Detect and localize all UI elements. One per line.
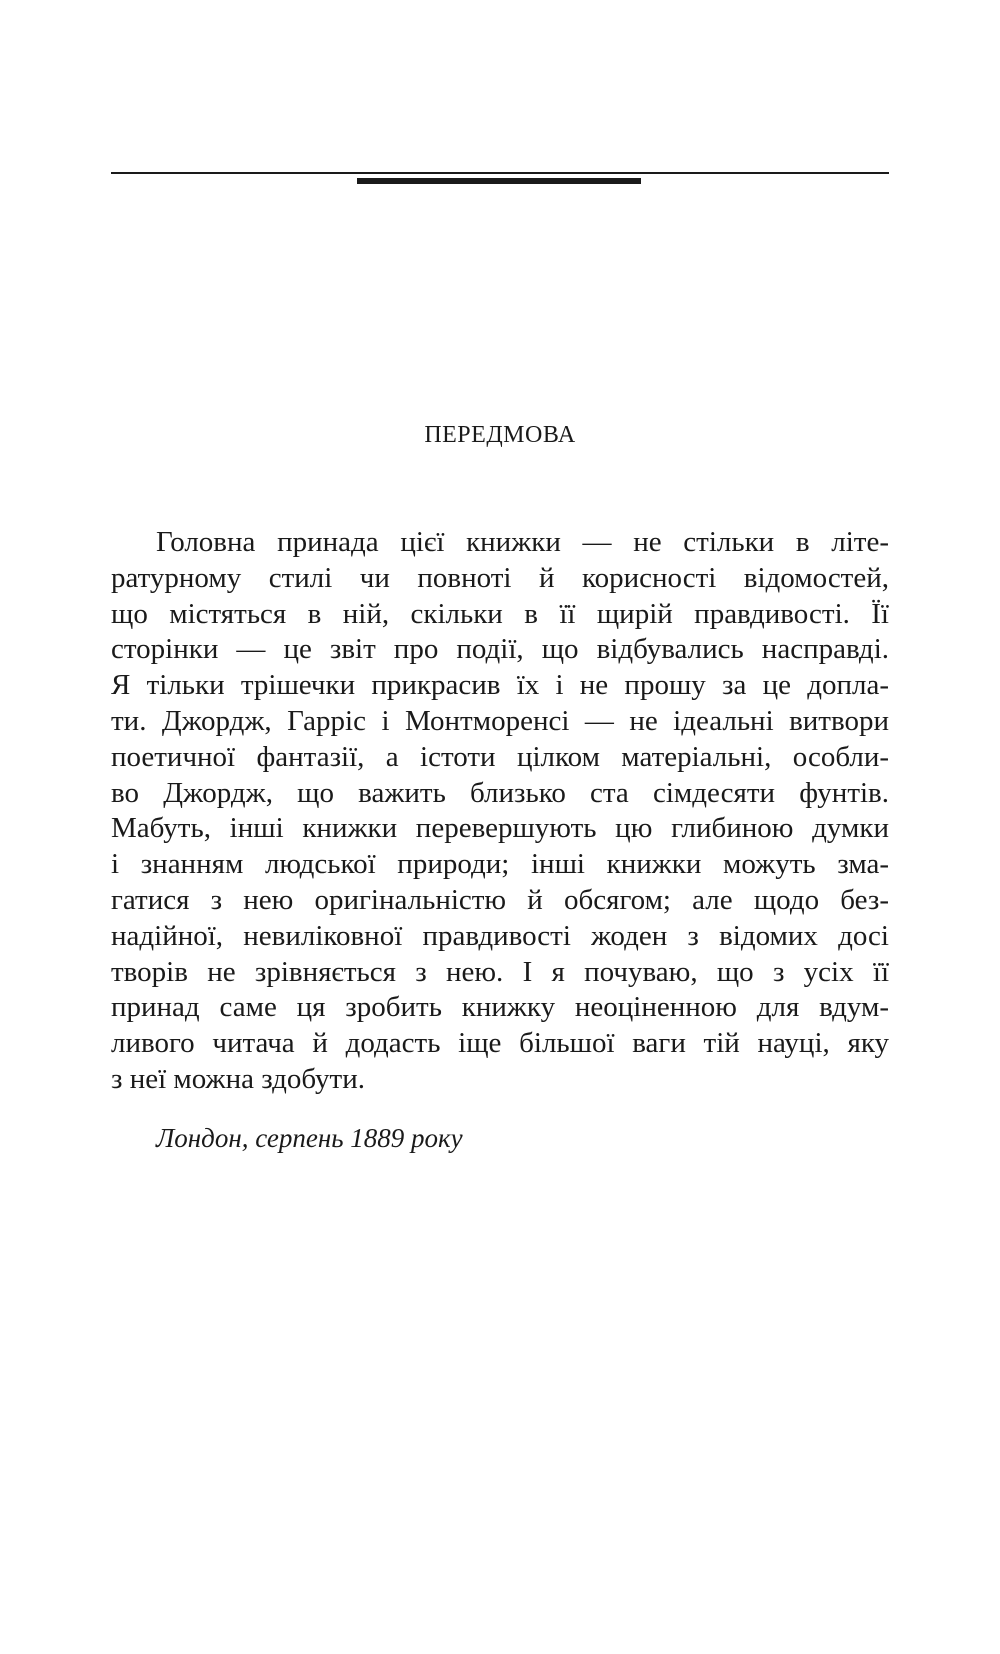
text-line: Мабуть, інші книжки перевершують цю глибиною думки [111, 812, 889, 845]
header-rule-thin [111, 172, 889, 174]
text-line: творів не зрівняється з нею. І я почуваю, що з усіх її [111, 955, 889, 988]
text-line: гатися з нею оригінальністю й обсягом; але щодо без- [111, 883, 889, 916]
text-line: Головна принада цієї книжки — не стільки в літе- [156, 526, 889, 558]
header-rule-thick [357, 178, 641, 184]
signature-place-date: Лондон, серпень 1889 року [156, 1123, 463, 1153]
text-line: сторінки — це звіт про події, що відбувались насправді. [111, 633, 889, 666]
text-line: і знанням людської природи; інші книжки можуть зма- [111, 848, 889, 881]
text-line: з неї можна здобути. [111, 1062, 365, 1095]
text-line: во Джордж, що важить близько ста сімдесяти фунтів. [111, 776, 889, 809]
text-line: ливого читача й додасть іще більшої ваги тій науці, яку [111, 1027, 889, 1060]
page-title: ПЕРЕДМОВА [424, 422, 576, 448]
text-line: Я тільки трішечки прикрасив їх і не прошу за це допла- [111, 669, 889, 702]
text-line: надійної, невиліковної правдивості жоден з відомих досі [111, 919, 889, 952]
text-line: принад саме ця зробить книжку неоціненною для вдум- [111, 991, 889, 1024]
text-line: ти. Джордж, Гарріс і Монтморенсі — не ідеальні витвори [111, 704, 889, 737]
text-line: ратурному стилі чи повноті й корисності відомостей, [111, 561, 889, 594]
preface-paragraph [111, 525, 889, 1098]
text-line: що містяться в ній, скільки в її щирій правдивості. Її [111, 597, 889, 630]
text-line: поетичної фантазії, а істоти цілком матеріальні, особли- [111, 740, 889, 773]
